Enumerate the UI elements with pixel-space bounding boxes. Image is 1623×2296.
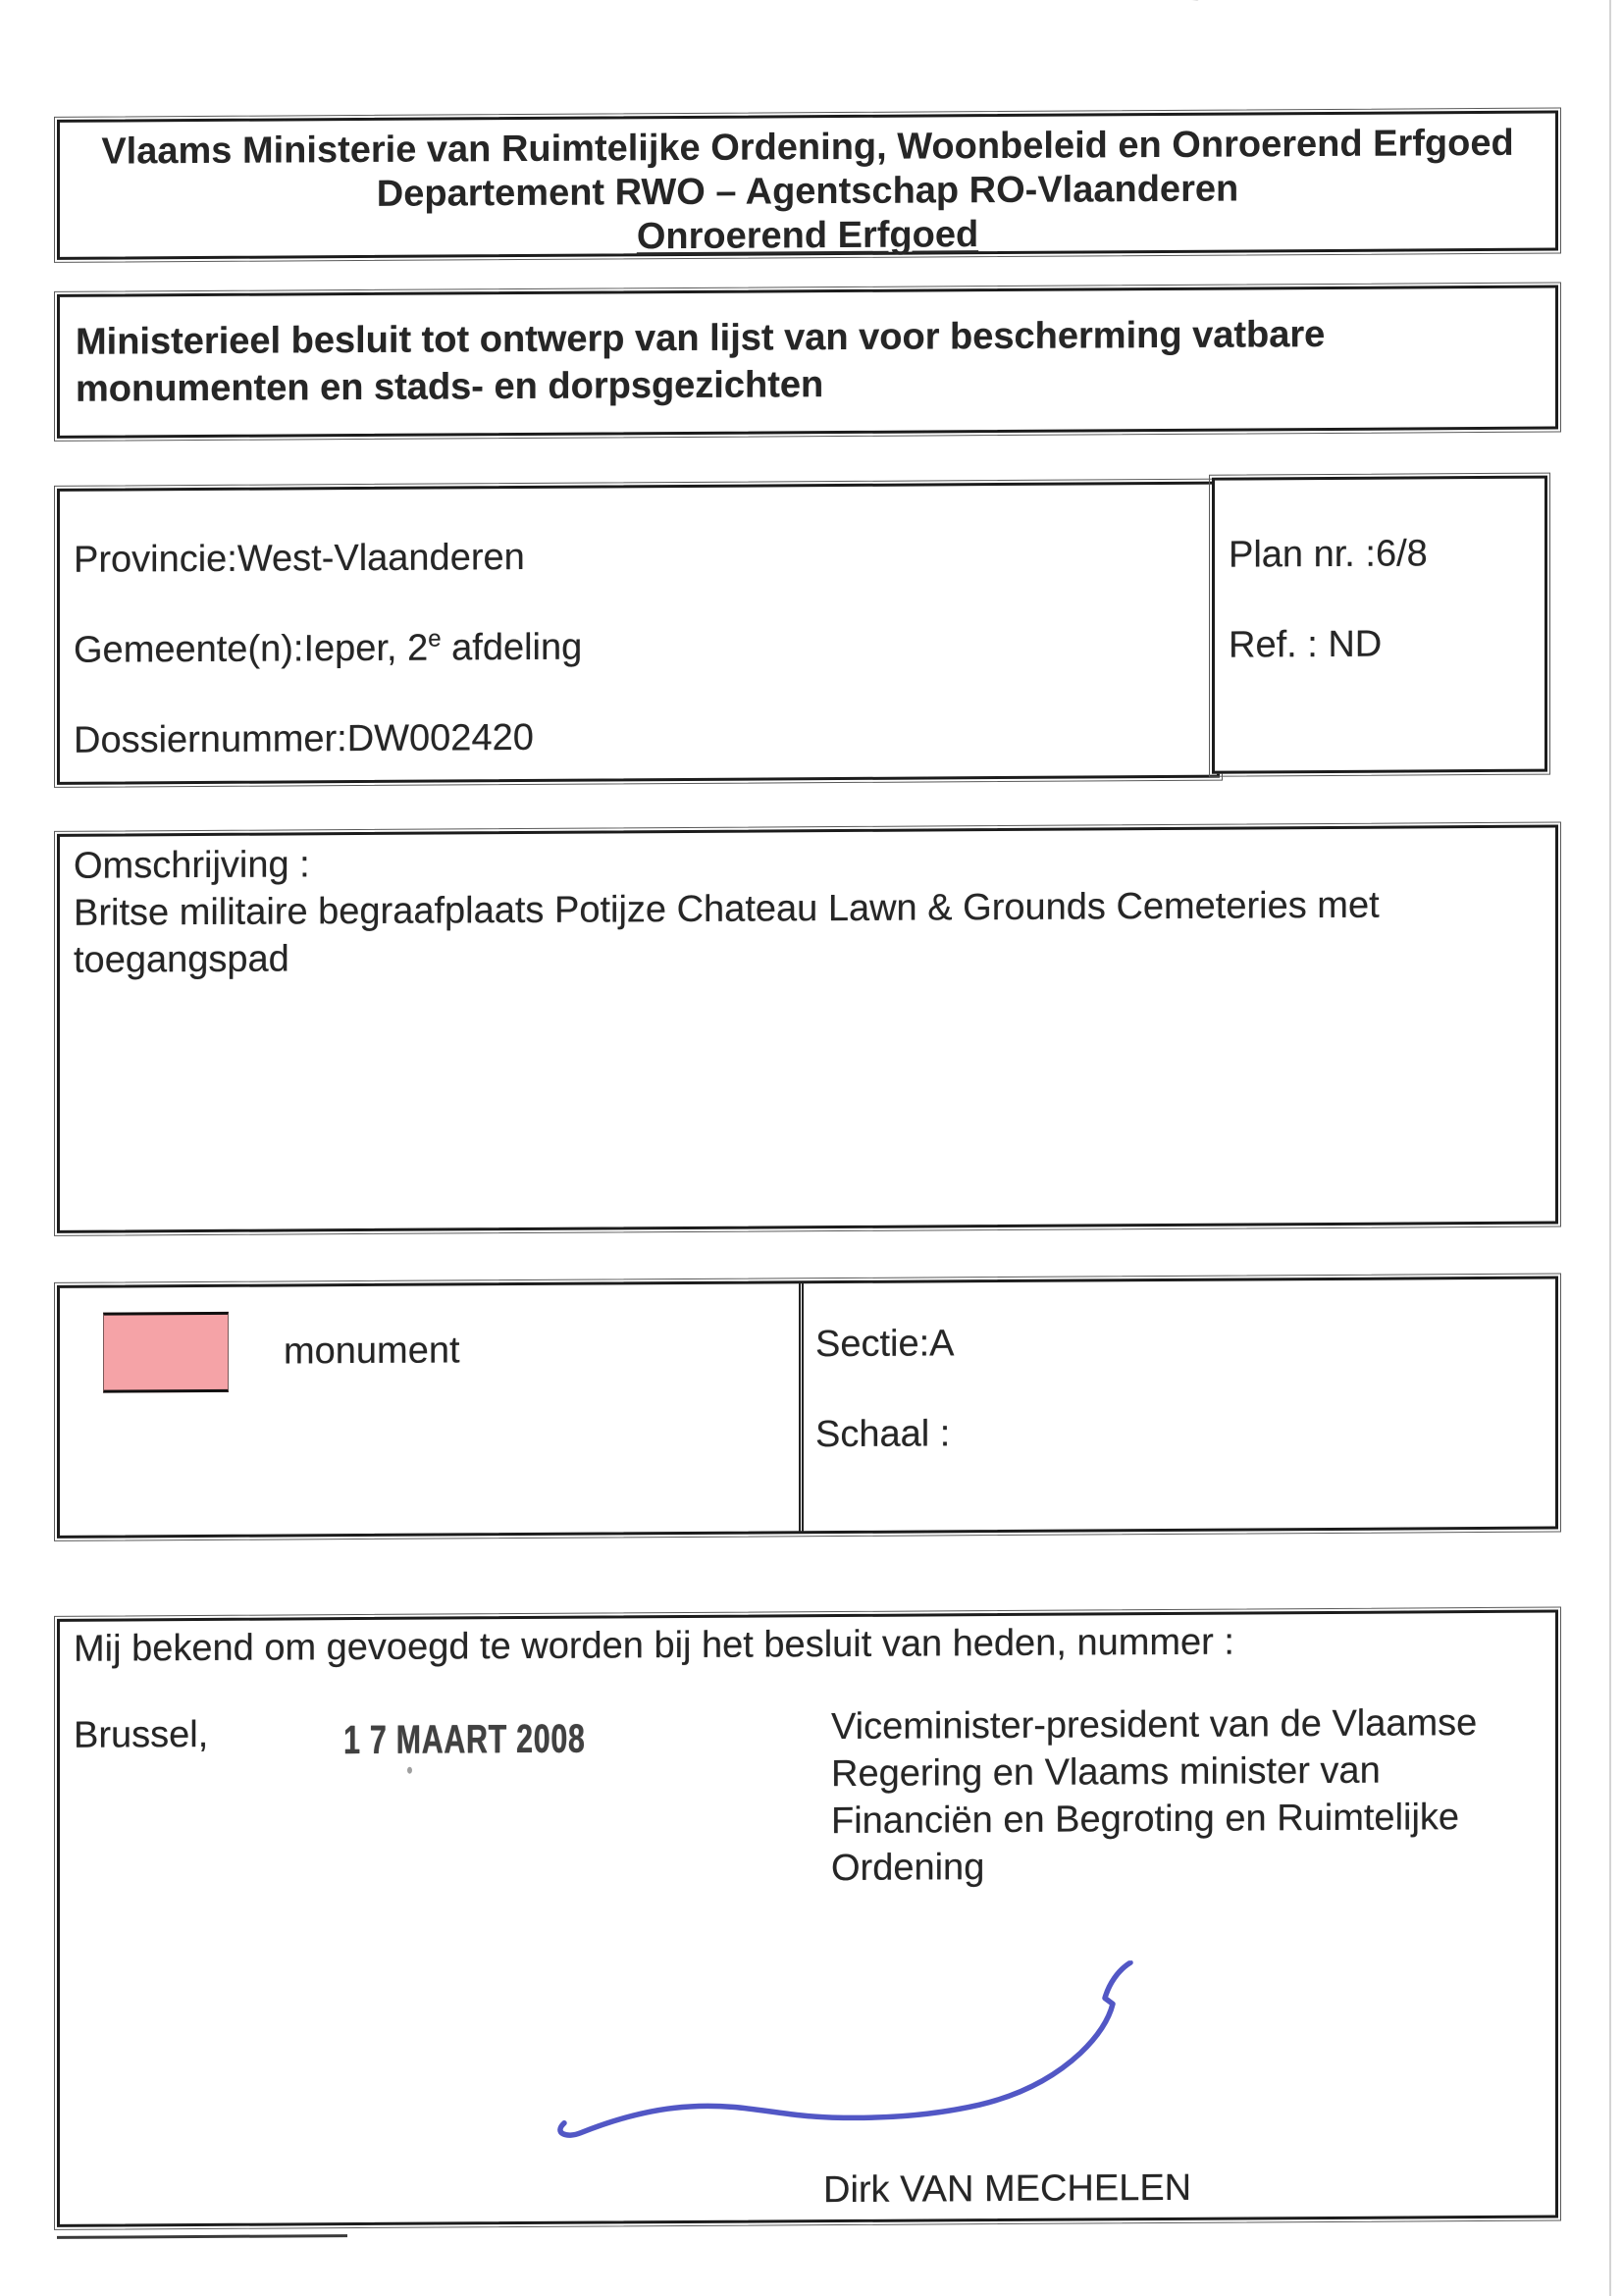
scan-dash: [1181, 0, 1199, 1]
scale-field: Schaal :: [815, 1413, 951, 1456]
scan-ghost-line: [57, 2234, 347, 2239]
plan-number-field: Plan nr. :6/8: [1229, 533, 1428, 576]
header-box: [57, 111, 1558, 260]
legend-label: monument: [284, 1330, 460, 1373]
closing-statement: Mij bekend om gevoegd te worden bij het besluit van heden, nummer :: [74, 1621, 1234, 1670]
place-field: Brussel,: [74, 1713, 209, 1756]
legend-box: [57, 1277, 1558, 1539]
legend-divider: [799, 1282, 804, 1532]
decree-title: Ministerieel besluit tot ontwerp van lijst van voor bescherming vatbare monumenten en stads- en dorpsgezichten: [76, 313, 1326, 410]
decree-title-box: [57, 286, 1558, 439]
header-line-department: Departement RWO – Agentschap RO-Vlaanderen: [376, 168, 1239, 215]
monument-legend-swatch: [103, 1312, 229, 1393]
header-line-ministry: Vlaams Ministerie van Ruimtelijke Ordening, Woonbeleid en Onroerend Erfgoed: [101, 122, 1514, 173]
header-text-block: [60, 114, 1555, 263]
municipality-suffix: afdeling: [441, 626, 583, 669]
municipality-superscript: e: [428, 625, 442, 652]
signature-ink: [549, 1960, 1137, 2139]
minister-title: Viceminister-president van de Vlaamse Regering en Vlaams minister van Financiën en Begroting en Ruimtelijke Ordening: [831, 1702, 1478, 1890]
header-line-agency: Onroerend Erfgoed: [636, 214, 979, 258]
section-field: Sectie:A: [815, 1323, 955, 1366]
municipality-text: Gemeente(n):Ieper, 2: [74, 627, 429, 671]
dossier-number-field: Dossiernummer:DW002420: [74, 716, 534, 761]
municipality-field: [74, 624, 582, 674]
province-field: Provincie:West-Vlaanderen: [74, 536, 525, 581]
signer-name: Dirk VAN MECHELEN: [823, 2166, 1192, 2212]
description-box: [57, 825, 1558, 1233]
scan-speck: [407, 1767, 412, 1774]
description-label: Omschrijving :: [74, 844, 310, 887]
reference-field: Ref. : ND: [1229, 623, 1383, 666]
closing-box: [57, 1610, 1558, 2227]
case-info-box: [57, 482, 1220, 785]
description-text: Britse militaire begraafplaats Potijze Chateau Lawn & Grounds Cemeteries met toegangspad: [74, 884, 1380, 981]
plan-ref-box: [1212, 476, 1547, 774]
date-stamp: 1 7 MAART 2008: [343, 1715, 586, 1763]
